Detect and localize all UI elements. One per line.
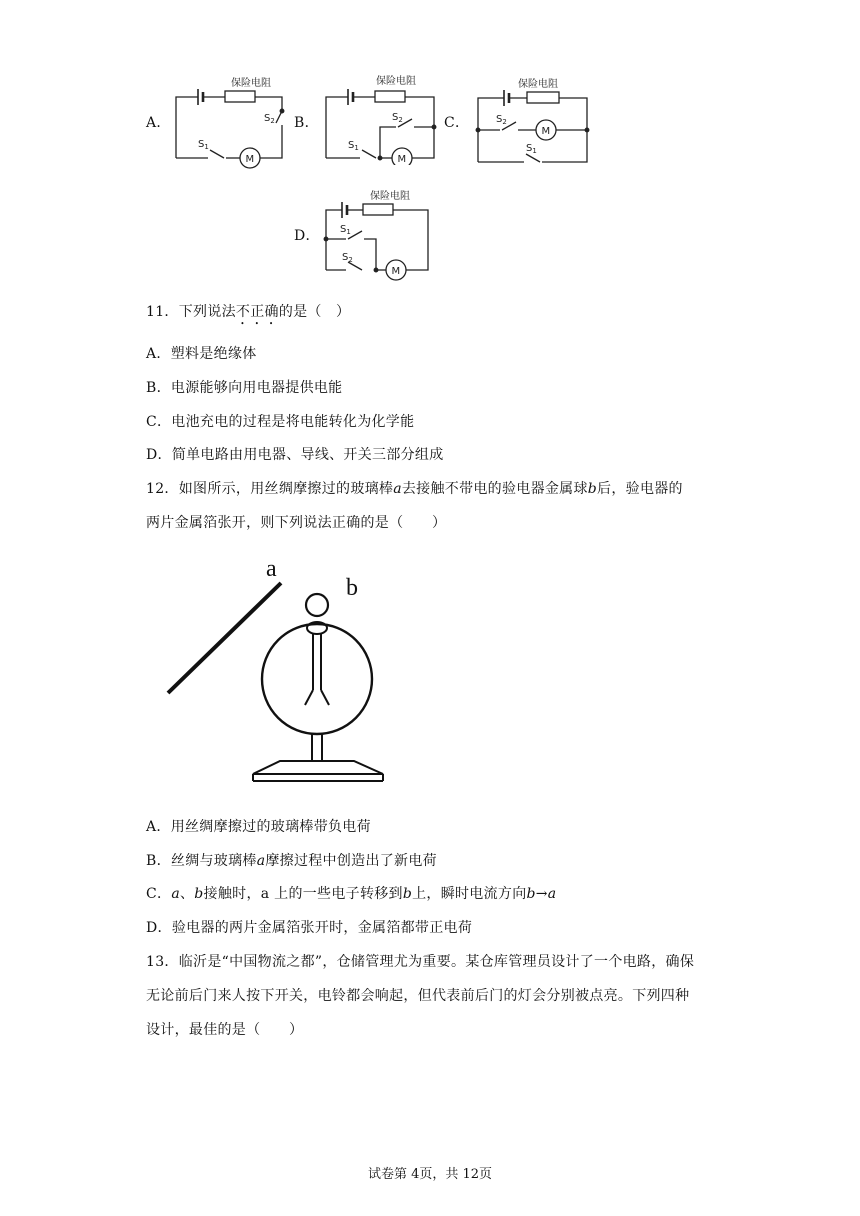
circuit-diagram-d <box>318 188 438 283</box>
s1-label: $S_1$ <box>198 139 209 151</box>
metal-foil-right <box>321 690 329 705</box>
motor-label: M <box>245 154 255 165</box>
fuse-resistor <box>363 204 393 215</box>
q13-line2: 无论前后门来人按下开关，电铃都会响起，但代表前后门的灯会分别被点亮。下列四种 <box>146 988 690 1004</box>
q11-option-a: A．塑料是绝缘体 <box>146 346 257 362</box>
label-a: a <box>266 556 277 582</box>
resistor-label: 保险电阻 <box>231 78 271 89</box>
resistor-label: 保险电阻 <box>370 191 410 202</box>
motor-label: M <box>541 126 551 137</box>
circuit-option-a-label: A． <box>146 115 171 131</box>
q12-stem-line2: 两片金属箔张开，则下列说法正确的是（ ） <box>146 515 447 531</box>
metal-ball-b <box>306 594 328 616</box>
circuit-diagram-c <box>470 72 595 167</box>
motor-label: M <box>391 266 401 277</box>
page-footer: 试卷第 4页，共 12页 <box>367 1167 493 1182</box>
electroscope-base <box>253 761 383 774</box>
switch-s1 <box>362 150 376 158</box>
q11-stem-before: 下列说法 <box>178 304 236 320</box>
q11-option-c: C．电池充电的过程是将电能转化为化学能 <box>146 414 415 430</box>
resistor-label: 保险电阻 <box>518 79 558 90</box>
fuse-resistor <box>225 91 255 102</box>
s2-label: $S_2$ <box>496 114 507 126</box>
q12-option-a: A．用丝绸摩擦过的玻璃棒带负电荷 <box>146 819 371 835</box>
switch-s1 <box>210 150 224 158</box>
circuit-diagram-b <box>318 70 443 165</box>
fuse-resistor <box>527 92 559 103</box>
glass-rod-a <box>168 583 281 693</box>
s2-label: $S_2$ <box>392 112 403 124</box>
s1-label: $S_1$ <box>340 224 351 236</box>
motor-label: M <box>397 154 407 165</box>
q11-stem-after: 的是（ ） <box>278 304 351 320</box>
metal-foil-left <box>305 690 313 705</box>
q11-option-d: D．简单电路由用电器、导线、开关三部分组成 <box>146 447 444 463</box>
q12-stem-line1: 12．如图所示，用丝绸摩擦过的玻璃棒a去接触不带电的验电器金属球b后，验电器的 <box>146 481 683 497</box>
switch-s1 <box>526 154 540 162</box>
fuse-resistor <box>375 91 405 102</box>
q12-option-b: B．丝绸与玻璃棒a摩擦过程中创造出了新电荷 <box>146 853 437 869</box>
q11-stem-emphasis: 不正确 <box>235 304 279 320</box>
circuit-option-b-label: B． <box>294 115 319 131</box>
q13-line3: 设计，最佳的是（ ） <box>146 1022 304 1038</box>
circuit-option-c-label: C． <box>444 115 470 131</box>
q12-option-d: D．验电器的两片金属箔张开时，金属箔都带正电荷 <box>146 920 473 936</box>
label-b: b <box>346 575 358 601</box>
switch-s2 <box>276 111 282 123</box>
s1-label: $S_1$ <box>348 140 359 152</box>
q12-option-c: C．a、b接触时，a 上的一些电子转移到b上，瞬时电流方向b→a <box>146 886 557 902</box>
circuit-diagram-a <box>168 75 293 170</box>
s2-label: $S_2$ <box>264 113 275 125</box>
circuit-option-d-label: D． <box>294 228 320 244</box>
s1-label: $S_1$ <box>526 143 537 155</box>
electroscope-figure <box>155 555 395 795</box>
electroscope-jar <box>262 624 372 734</box>
s2-label: $S_2$ <box>342 252 353 264</box>
q11-option-b: B．电源能够向用电器提供电能 <box>146 380 343 396</box>
q11-stem <box>146 302 350 328</box>
q12-var-b: b <box>587 481 598 497</box>
resistor-label: 保险电阻 <box>376 76 416 87</box>
q11-number: 11． <box>146 304 179 320</box>
q12-var-a: a <box>393 481 402 497</box>
q13-line1: 13．临沂是“中国物流之都”，仓储管理尤为重要。某仓库管理员设计了一个电路，确保 <box>146 954 695 970</box>
